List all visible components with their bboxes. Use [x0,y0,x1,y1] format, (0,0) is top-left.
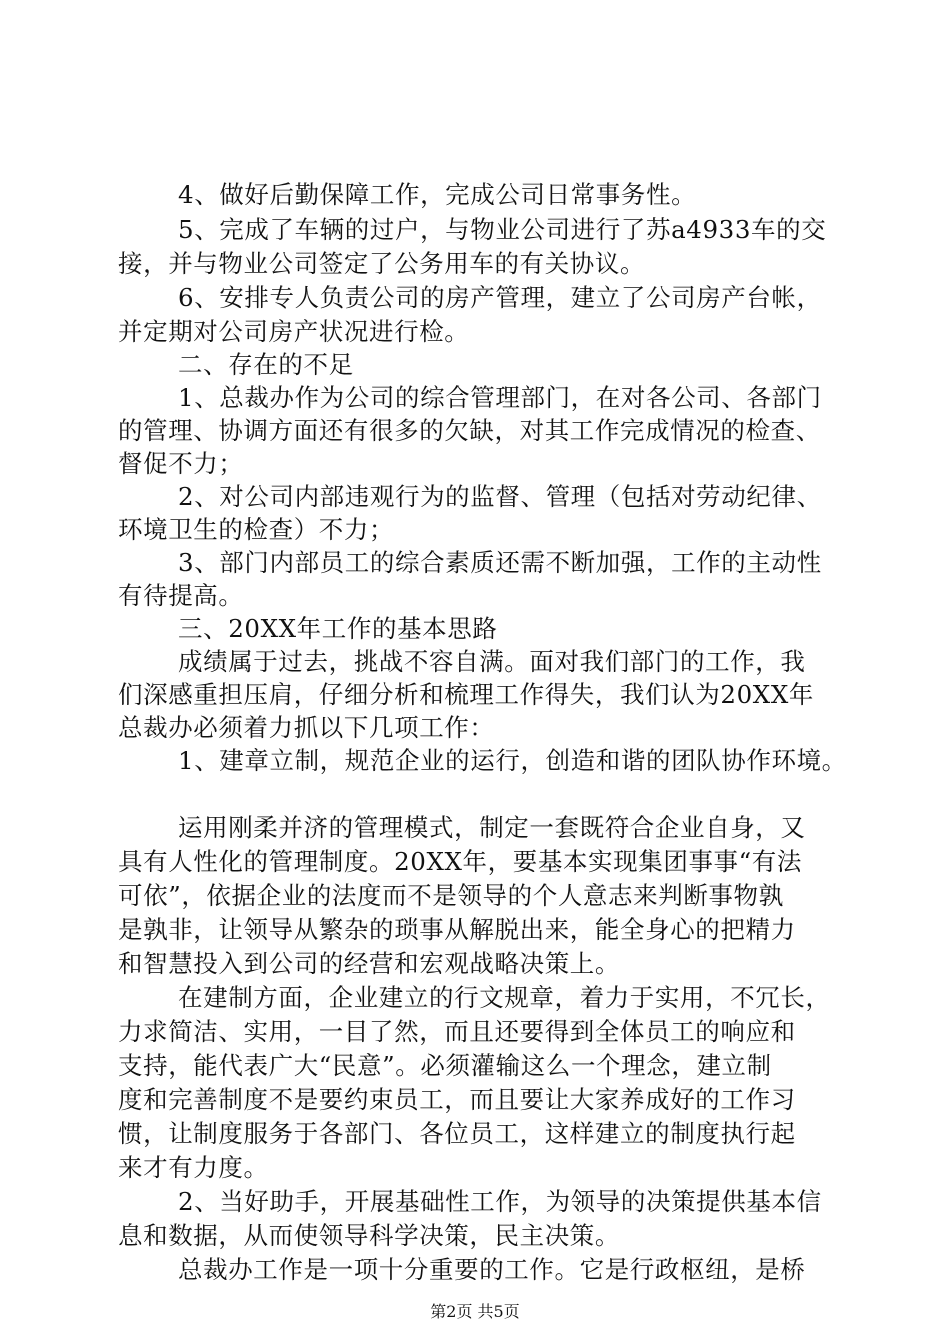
text-line: 2、当好助手，开展基础性工作，为领导的决策提供基本信 [178,1187,822,1216]
text-line: 运用刚柔并济的管理模式，制定一套既符合企业自身，又 [178,813,806,842]
text-line: 并定期对公司房产状况进行检。 [118,317,470,346]
text-line: 2、对公司内部违观行为的监督、管理（包括对劳动纪律、 [178,482,822,511]
page-footer: 第2页 共5页 [430,1302,520,1321]
section-heading: 二、存在的不足 [178,350,354,379]
text-line: 接，并与物业公司签定了公务用车的有关协议。 [118,249,646,278]
text-line: 6、安排专人负责公司的房产管理，建立了公司房产台帐， [178,283,822,312]
section-heading: 三、20XX年工作的基本思路 [178,614,498,643]
text-line: 来才有力度。 [118,1153,269,1182]
text-line: 具有人性化的管理制度。20XX年，要基本实现集团事事“有法 [118,847,802,876]
text-line: 成绩属于过去，挑战不容自满。面对我们部门的工作，我 [178,647,806,676]
text-line: 们深感重担压肩，仔细分析和梳理工作得失，我们认为20XX年 [118,680,814,709]
text-line: 总裁办工作是一项十分重要的工作。它是行政枢纽，是桥 [178,1255,806,1284]
text-line: 总裁办必须着力抓以下几项工作： [118,713,495,742]
text-line: 1、建章立制，规范企业的运行，创造和谐的团队协作环境。 [178,746,847,775]
text-line: 度和完善制度不是要约束员工，而且要让大家养成好的工作习 [118,1085,796,1114]
text-line: 4、做好后勤保障工作，完成公司日常事务性。 [178,180,697,209]
text-line: 在建制方面，企业建立的行文规章，着力于实用，不冗长， [178,983,831,1012]
text-line: 可依”，依据企业的法度而不是领导的个人意志来判断事物孰 [118,881,784,910]
text-line: 督促不力； [118,449,244,478]
text-line: 1、总裁办作为公司的综合管理部门，在对各公司、各部门 [178,383,822,412]
text-line: 和智慧投入到公司的经营和宏观战略决策上。 [118,949,620,978]
text-line: 环境卫生的检查）不力； [118,515,395,544]
text-line: 惯，让制度服务于各部门、各位员工，这样建立的制度执行起 [118,1119,796,1148]
text-line: 支持，能代表广大“民意”。必须灌输这么一个理念，建立制 [118,1051,772,1080]
text-line: 息和数据，从而使领导科学决策，民主决策。 [118,1221,620,1250]
text-line: 力求简洁、实用，一目了然，而且还要得到全体员工的响应和 [118,1017,796,1046]
text-line: 有待提高。 [118,581,244,610]
text-line: 3、部门内部员工的综合素质还需不断加强，工作的主动性 [178,548,822,577]
text-line: 5、完成了车辆的过户，与物业公司进行了苏a4933车的交 [178,215,827,244]
text-line: 的管理、协调方面还有很多的欠缺，对其工作完成情况的检查、 [118,416,821,445]
text-line: 是孰非，让领导从繁杂的琐事从解脱出来，能全身心的把精力 [118,915,796,944]
